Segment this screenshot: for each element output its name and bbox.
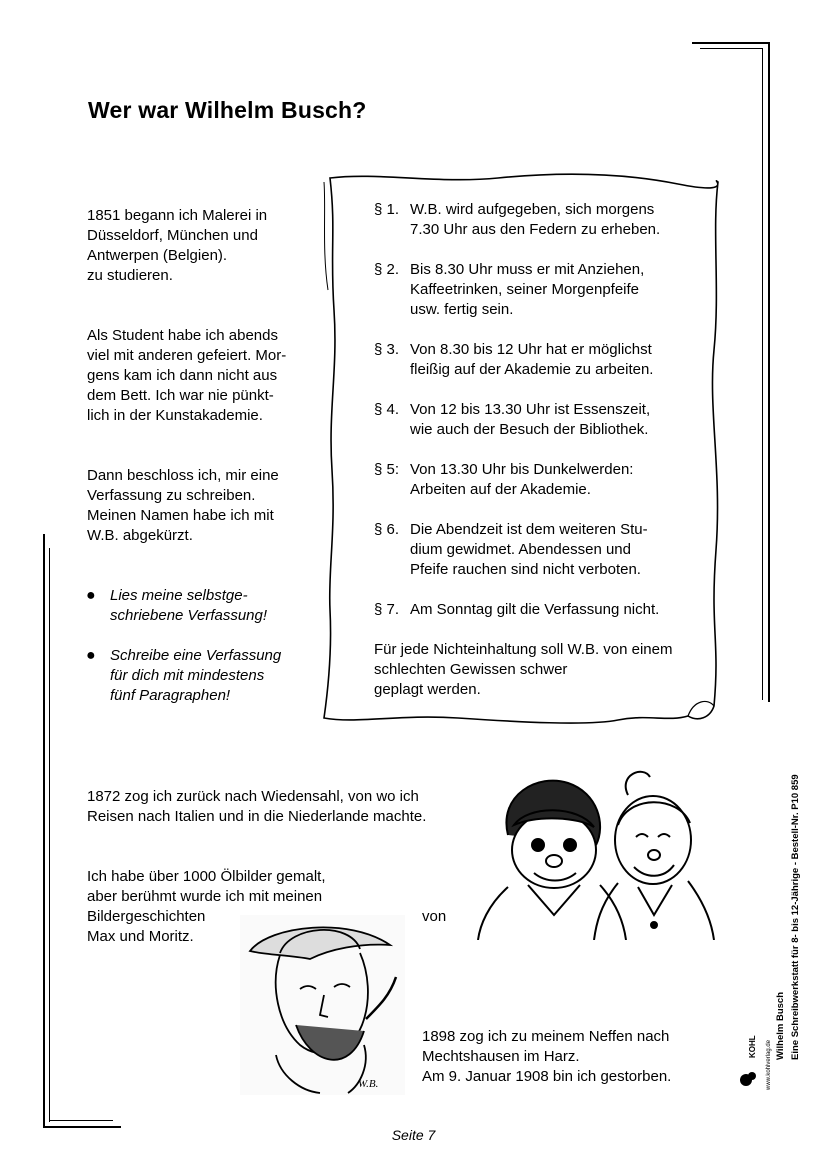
paragraph-text: Am Sonntag gilt die Verfassung nicht. bbox=[410, 601, 660, 618]
paragraph-text: Bis 8.30 Uhr muss er mit Anziehen, Kaffeetrinken, seiner Morgenpfeife usw. fertig sein. bbox=[410, 261, 645, 318]
task-read: Lies meine selbstge- schriebene Verfassung! bbox=[110, 587, 268, 624]
paragraph-number: § 5: bbox=[374, 461, 400, 478]
sidebar-series-title: Eine Schreibwerkstatt für 8- bis 12-Jährige - Bestell-Nr. P10 859 bbox=[790, 774, 801, 1060]
bullet-dot-1: ● bbox=[86, 587, 96, 604]
frame-bottom-left-v1 bbox=[43, 534, 45, 1128]
page-title: Wer war Wilhelm Busch? bbox=[88, 97, 367, 123]
paragraph-text: Von 12 bis 13.30 Uhr ist Essenszeit, wie auch der Besuch der Bibliothek. bbox=[410, 401, 651, 438]
paragraph-number: § 3. bbox=[374, 341, 400, 358]
paragraph-number: § 6. bbox=[374, 521, 400, 538]
paragraph-number: § 4. bbox=[374, 401, 400, 418]
frame-top-right-v1 bbox=[768, 42, 770, 702]
left-para-study: 1851 begann ich Malerei in Düsseldorf, München und Antwerpen (Belgien). zu studieren. bbox=[87, 207, 268, 284]
paragraph-text: Von 13.30 Uhr bis Dunkelwerden: Arbeiten auf der Akademie. bbox=[410, 461, 634, 498]
paragraph-number: § 7. bbox=[374, 601, 400, 618]
publisher-url: www.kohlverlag.de bbox=[766, 1039, 772, 1090]
left-para-student: Als Student habe ich abends viel mit anderen gefeiert. Mor- gens kam ich dann nicht aus dem Bett. Ich war nie pünkt- lich in der Kunstakademie. bbox=[87, 327, 287, 424]
paragraph-number: § 2. bbox=[374, 261, 400, 278]
frame-bottom-left-h2 bbox=[49, 1120, 113, 1121]
frame-top-right-h2 bbox=[700, 48, 763, 49]
publisher-name: KOHL bbox=[748, 1035, 757, 1058]
bottom-para-wiedensahl: 1872 zog ich zurück nach Wiedensahl, von wo ich Reisen nach Italien und in die Niederlande machte. bbox=[87, 788, 427, 825]
paragraph-text: Die Abendzeit ist dem weiteren Stu- dium gewidmet. Abendessen und Pfeife rauchen sind nicht verboten. bbox=[410, 521, 648, 578]
max-und-moritz-illustration bbox=[468, 765, 718, 940]
paragraph-text: Von 8.30 bis 12 Uhr hat er möglichst fleißig auf der Akademie zu arbeiten. bbox=[410, 341, 654, 378]
frame-top-right-h1 bbox=[692, 42, 769, 44]
bullet-dot-2: ● bbox=[86, 647, 96, 664]
frame-top-right-v2 bbox=[762, 48, 763, 700]
task-write: Schreibe eine Verfassung für dich mit mindestens fünf Paragraphen! bbox=[110, 647, 282, 704]
constitution-closing: Für jede Nichteinhaltung soll W.B. von einem schlechten Gewissen schwer geplagt werden. bbox=[374, 641, 673, 698]
wilhelm-busch-portrait bbox=[240, 915, 405, 1095]
bottom-para-death: 1898 zog ich zu meinem Neffen nach Mechtshausen im Harz. Am 9. Januar 1908 bin ich gestorben. bbox=[422, 1028, 672, 1085]
page-number: Seite 7 bbox=[391, 1127, 436, 1143]
sidebar-book-title: Wilhelm Busch bbox=[775, 991, 786, 1060]
bottom-para-paintings: Ich habe über 1000 Ölbilder gemalt, aber berühmt wurde ich mit meinen Bildergeschichten Max und Moritz. bbox=[87, 868, 326, 945]
left-para-constitution: Dann beschloss ich, mir eine Verfassung zu schreiben. Meinen Namen habe ich mit W.B. abgekürzt. bbox=[87, 467, 279, 544]
paragraph-text: W.B. wird aufgegeben, sich morgens 7.30 Uhr aus den Federn zu erheben. bbox=[410, 201, 661, 238]
bottom-von-text: von bbox=[422, 908, 447, 925]
svg-text:W.B.: W.B. bbox=[358, 1078, 379, 1090]
paragraph-number: § 1. bbox=[374, 201, 400, 218]
frame-bottom-left-v2 bbox=[49, 548, 50, 1122]
